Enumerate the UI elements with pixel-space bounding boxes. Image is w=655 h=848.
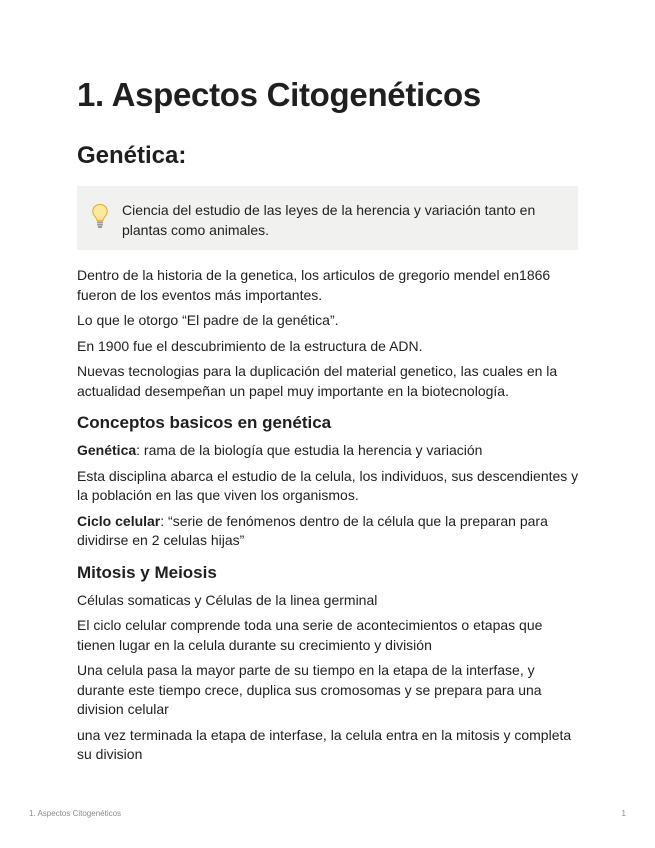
document-body [77,266,579,771]
definition-genetica: : rama de la biología que estudia la herencia y variación [136,442,483,458]
callout-box [77,186,578,250]
paragraph-division: una vez terminada la etapa de interfase, la celula entra en la mitosis y completa su division [77,726,572,762]
paragraph-ciclo-definition [77,512,579,551]
page-title: 1. Aspectos Citogenéticos [77,76,481,113]
lightbulb-icon [91,203,109,229]
paragraph-interfase: Una celula pasa la mayor parte de su tiempo en la etapa de la interfase, y durante este tiempo crece, duplica sus cromosomas y se prepara para una division celular [77,662,542,717]
paragraph-tecnologias: Nuevas tecnologias para la duplicación del material genetico, las cuales en la actualidad desempeñan un papel muy importante en la biotecnología. [77,363,558,399]
heading-conceptos: Conceptos basicos en genética [77,413,332,432]
paragraph-padre: Lo que le otorgo “El padre de la genética”. [77,312,339,328]
paragraph-adn: En 1900 fue el descubrimiento de la estructura de ADN. [77,337,423,354]
paragraph-genetica-definition [77,441,579,461]
term-genetica: Genética [77,442,137,458]
paragraph-ciclo: El ciclo celular comprende toda una serie de acontecimientos o etapas que tienen lugar en la celula durante su crecimiento y división [77,617,543,653]
section-heading-genetica: Genética: [77,142,187,169]
paragraph-disciplina: Esta disciplina abarca el estudio de la celula, los individuos, sus descendientes y la población en las que viven los organismos. [77,467,579,503]
paragraph-mendel: Dentro de la historia de la genetica, los articulos de gregorio mendel en1866 fueron de los eventos más importantes. [77,267,551,303]
term-ciclo-celular: Ciclo celular [77,512,161,529]
definition-ciclo-celular: : “serie de fenómenos dentro de la célula que la preparan para dividirse en 2 celulas hijas” [77,512,548,548]
page-number: 1 [621,809,626,818]
footer-title: 1. Aspectos Citogenéticos [29,809,122,818]
paragraph-celulas: Células somaticas y Células de la linea germinal [77,591,378,608]
heading-mitosis: Mitosis y Meiosis [77,562,217,582]
callout-text: Ciencia del estudio de las leyes de la herencia y variación tanto en plantas como animales. [122,202,536,238]
